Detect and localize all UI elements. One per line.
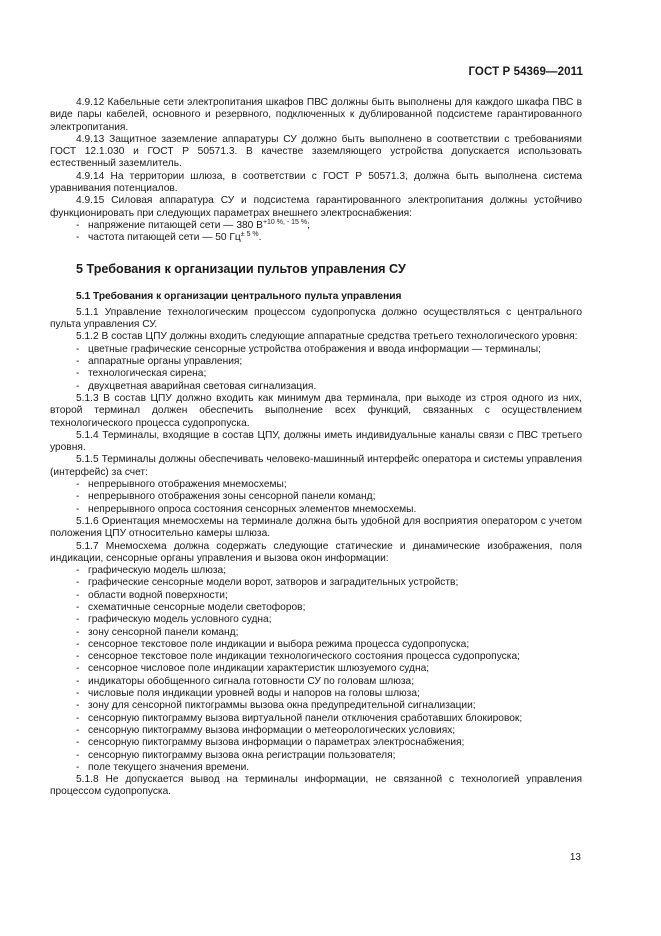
paragraph: 5.1.6 Ориентация мнемосхемы на терминале должна быть удобной для восприятия оператором с учетом положения ЦПУ относительно камеры шлюза. (50, 515, 582, 540)
list-item-voltage: - напряжение питающей сети — 380 $В^{+10 \%, - 15 \%}$; (76, 218, 310, 231)
list-item-frequency: - частота питающей сети — 50 $Гц^{\pm 5 \%}$. (76, 231, 262, 244)
paragraph: 5.1.7 Мнемосхема должна содержать следующие статические и динамические изображения, поля индикации, сенсорные органы управления и вызова окон информации: (50, 540, 582, 564)
list-item: - непрерывного отображения мнемосхемы; (76, 479, 287, 491)
list-item: - поле текущего значения времени. (76, 761, 250, 773)
list-item: - сенсорное текстовое поле индикации технологического состояния процесса судопропуска; (76, 651, 520, 663)
list-item: - схематичные сенсорные модели светофоров; (76, 601, 306, 613)
list-item: - числовые поля индикации уровней воды и напоров на головы шлюза; (76, 688, 420, 700)
list-item: - технологическая сирена; (76, 368, 207, 380)
clause-5-1-block (50, 307, 582, 799)
voltage-tolerance: +10 %, - 15 % (262, 218, 308, 226)
paragraph: 4.9.15 Силовая аппаратура СУ и подсистема гарантированного электропитания должны устойчиво функционировать при следующих параметрах внешнего электроснабжения: (50, 195, 582, 219)
list-item: - сенсорную пиктограмму вызова информации о параметрах электроснабжения; (76, 737, 465, 749)
list-item: - непрерывного опроса состояния сенсорных элементов мнемосхемы. (76, 503, 417, 515)
section-5-heading: 5 Требования к организации пультов управления СУ (76, 261, 406, 276)
clause-4-9-block (50, 97, 582, 220)
list-item: - цветные графические сенсорные устройства отображения и ввода информации — терминалы; (76, 343, 541, 355)
list-item: - сенсорную пиктограмму вызова окна регистрации пользователя; (76, 749, 396, 761)
paragraph: 4.9.13 Защитное заземление аппаратуры СУ должно быть выполнено в соответствии с требованиями ГОСТ 12.1.030 и ГОСТ Р 50571.3. В качестве заземляющего устройства допускается использовать естественный заземлитель. (50, 133, 582, 170)
list-item: - сенсорную пиктограмму вызова информации о метеорологических условиях; (76, 724, 456, 736)
list-item: - аппаратные органы управления; (76, 356, 243, 368)
list-item: - сенсорное текстовое поле индикации и выбора режима процесса судопропуска; (76, 638, 470, 650)
list-item: - двухцветная аварийная световая сигнализация. (76, 380, 317, 392)
list-item: - сенсорное числовое поле индикации характеристик шлюзуемого судна; (76, 663, 430, 675)
paragraph: 4.9.14 На территории шлюза, в соответствии с ГОСТ Р 50571.3, должна быть выполнена система уравнивания потенциалов. (50, 170, 582, 195)
paragraph: 5.1.5 Терминалы должны обеспечивать человеко-машинный интерфейс оператора и системы управления (интерфейс) за счет: (50, 454, 582, 478)
paragraph: 5.1.2 В состав ЦПУ должны входить следующие аппаратные средства третьего технологического уровня: (76, 331, 578, 343)
list-item: - индикаторы обобщенного сигнала готовности СУ по головам шлюза; (76, 675, 415, 687)
paragraph: 5.1.8 Не допускается вывод на терминалы информации, не связанной с технологией управления процессом судопропуска. (50, 774, 582, 798)
paragraph: 5.1.3 В состав ЦПУ должно входить как минимум два терминала, при выходе из строя одного из них, второй терминал должен обеспечить выполнение всех функций, связанных с осуществлением технологического процесса судопропуска. (50, 392, 582, 429)
list-item: - графическую модель шлюза; (76, 565, 227, 577)
page-number: 13 (569, 852, 581, 863)
list-item: - зону для сенсорной пиктограммы вызова окна предупредительной сигнализации; (76, 700, 476, 712)
frequency-tolerance: ± 5 % (240, 231, 259, 239)
list-item: - зону сенсорной панели команд; (76, 626, 239, 638)
subsection-5-1-heading: 5.1 Требования к организации центрального пульта управления (76, 290, 402, 302)
paragraph: 5.1.1 Управление технологическим процессом судопропуска должно осуществляться с центрального пульта управления СУ. (50, 306, 582, 331)
page-header: ГОСТ Р 54369—2011 (468, 66, 583, 78)
paragraph: 4.9.12 Кабельные сети электропитания шкафов ПВС должны быть выполнены для каждого шкафа ПВС в виде пары кабелей, основного и резервного, подключенных к дублированной подсистеме гарантированного электропитания. (50, 97, 582, 133)
page-content (50, 97, 582, 799)
list-item: - графическую модель условного судна; (76, 614, 272, 626)
paragraph: 5.1.4 Терминалы, входящие в состав ЦПУ, должны иметь индивидуальные каналы связи с ПВС третьего уровня. (50, 429, 582, 454)
list-item: - сенсорную пиктограмму вызова виртуальной панели отключения сработавших блокировок; (76, 712, 523, 724)
list-item: - области водной поверхности; (76, 589, 228, 601)
list-item: - графические сенсорные модели ворот, затворов и заградительных устройств; (76, 577, 459, 589)
list-item: - непрерывного отображения зоны сенсорной панели команд; (76, 491, 376, 503)
